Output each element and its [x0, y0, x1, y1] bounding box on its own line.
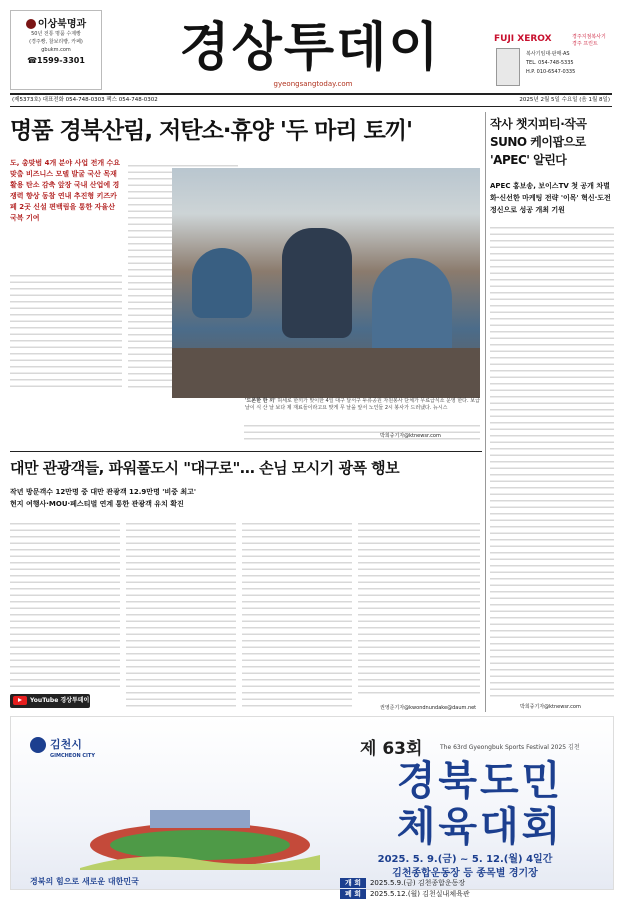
ad-left-name	[11, 15, 101, 30]
ad-right-line2: TEL. 054-748-5335	[526, 60, 574, 66]
story2-subhead-b: 현지 여행사·MOU·페스티벌 연계 통한 관광객 유치 확진	[10, 500, 184, 508]
top-right-ad	[494, 34, 614, 90]
story-right-subhead: APEC 홍보송, 보이스TV 첫 공개 차별화·신선한 마케팅 전략 '이목' 혁신·도전 정신으로 성공 개최 기원	[490, 182, 611, 214]
info-bar-left: (제5373호) 대표전화 054-748-0303 팩스 054-748-0302	[12, 97, 158, 103]
opening-tag: 개 회	[340, 878, 366, 888]
info-bar	[10, 93, 612, 107]
ad-right-sub	[572, 34, 606, 48]
festival-edition: 제 63회	[360, 739, 423, 759]
story2-subhead-a: 작년 방문객수 12만명 중 대만 관광객 12.9만명 '비중 최고'	[10, 488, 197, 496]
story1-col1-text	[10, 270, 122, 390]
festival-venue: 김천종합운동장 등 종목별 경기장	[392, 868, 538, 879]
story-right-body	[490, 222, 614, 698]
story2-col4	[358, 518, 480, 698]
opening-row	[340, 878, 600, 888]
photo-person-1	[192, 248, 252, 318]
ad-left-phone: ☎1599-3301	[27, 56, 85, 65]
ad-left-line1: 50년 전통 명품 수제빵	[31, 31, 81, 37]
youtube-icon	[13, 696, 27, 705]
story1-byline: 박희중기자@ktnewsr.com	[380, 433, 441, 439]
ad-slogan: 경북의 힘으로 새로운 대한민국	[30, 877, 139, 886]
festival-name-line2: 체육대회	[396, 804, 564, 850]
stadium-illustration	[80, 790, 320, 870]
story2-headline[interactable]: 대만 관광객들, 파워풀도시 "대구로"… 손님 모시기 광폭 행보	[10, 459, 400, 477]
festival-name-line1: 경북도민	[396, 758, 564, 804]
photo-caption-text: 허세로 한끼가 맞이한 4일 대구 달서구 두류공원 자원봉사 단체가 무료급식소 운영 한다. 보급 날이 식 산 날 보다 제 재료들이라고요 맞게 무 날을 앞서 노인들 2시 봉사가 드러냈다. 뉴시스	[245, 398, 480, 411]
story1-col3-spacer	[244, 160, 480, 166]
story2-col3	[242, 518, 352, 708]
top-left-ad	[10, 10, 102, 90]
story-right-byline: 박희중기자@ktnewsr.com	[520, 704, 581, 710]
youtube-label: YouTube 경상투데이	[30, 697, 90, 704]
ad-right-brand: FUJI XEROX	[494, 34, 552, 44]
photo-person-2	[282, 228, 352, 338]
ad-right-lines	[526, 50, 575, 77]
masthead-title: 경상투데이	[179, 18, 441, 78]
story2-byline: 권영준기자@kwondnundake@daum.net	[380, 705, 477, 711]
ad-right-sub1: 경주지점복사기	[572, 34, 606, 40]
ad-right-line1: 복사기임대·판매·AS	[526, 51, 570, 57]
closing-tag: 폐 회	[340, 889, 366, 899]
gimcheon-emblem-icon	[30, 737, 46, 753]
bakery-logo-icon	[26, 19, 36, 29]
festival-dates: 2025. 5. 9.(금) ~ 5. 12.(월) 4일간	[377, 854, 553, 865]
stadium-field	[110, 830, 290, 860]
photo-caption	[245, 398, 481, 412]
story1-photo	[172, 168, 480, 398]
story1-subhead: 도, 총맞범 4개 분야 사업 전개 수요 맞춤 비즈니스 모델 발굴 국산 목재 활용 탄소 감축 앞장 국내 산업에 경쟁력 향상 동참 연내 추진형 키즈카페 2곳 신설 편백림을 통한 자율산 국복 기여	[10, 159, 121, 222]
section-divider	[10, 451, 482, 452]
ad-left-line2: (경주빵, 찰보리빵, 카페)	[29, 39, 83, 45]
gimcheon-logo	[30, 736, 95, 759]
photo-ground	[172, 348, 480, 398]
info-bar-date: 2025년 2월 5일 수요일 (음 1월 8일)	[519, 97, 610, 103]
site-url[interactable]: gyeongsangtoday.com	[273, 80, 353, 88]
gimcheon-city-name: 김천시	[50, 738, 82, 751]
story2-col1	[10, 518, 120, 688]
opening-text: 2025.5.9.(금) 김천종합운동장	[369, 879, 466, 887]
ad-left-name-text: 이상북명과	[37, 19, 87, 30]
story1-col1	[10, 270, 122, 390]
closing-text: 2025.5.12.(월) 김천실내체육관	[369, 890, 470, 898]
printer-icon	[496, 48, 520, 86]
column-divider	[485, 112, 486, 712]
story1-headline[interactable]: 명품 경북산림, 저탄소·휴양 '두 마리 토끼'	[10, 118, 413, 144]
photo-caption-tag: '드론한 한 끼'	[245, 398, 276, 404]
story-right-headline[interactable]: 작사 챗지피티·작곡 SUNO 케이팝으로 'APEC' 알린다	[490, 117, 587, 167]
ad-right-line3: H.P. 010-6547-0335	[526, 69, 576, 75]
story1-col3-text	[244, 420, 480, 440]
youtube-badge[interactable]	[10, 694, 90, 708]
story2-col2	[126, 518, 236, 708]
festival-name	[360, 758, 600, 850]
stadium-stand	[150, 810, 250, 828]
gimcheon-city-en: GIMCHEON CITY	[50, 753, 95, 759]
ad-left-line3: gbukm.com	[41, 47, 71, 53]
festival-english-name: The 63rd Gyeongbuk Sports Festival 2025 김천	[440, 744, 580, 751]
story1-col3	[244, 160, 480, 166]
ad-right-sub2: 경주 프린트	[572, 41, 598, 47]
